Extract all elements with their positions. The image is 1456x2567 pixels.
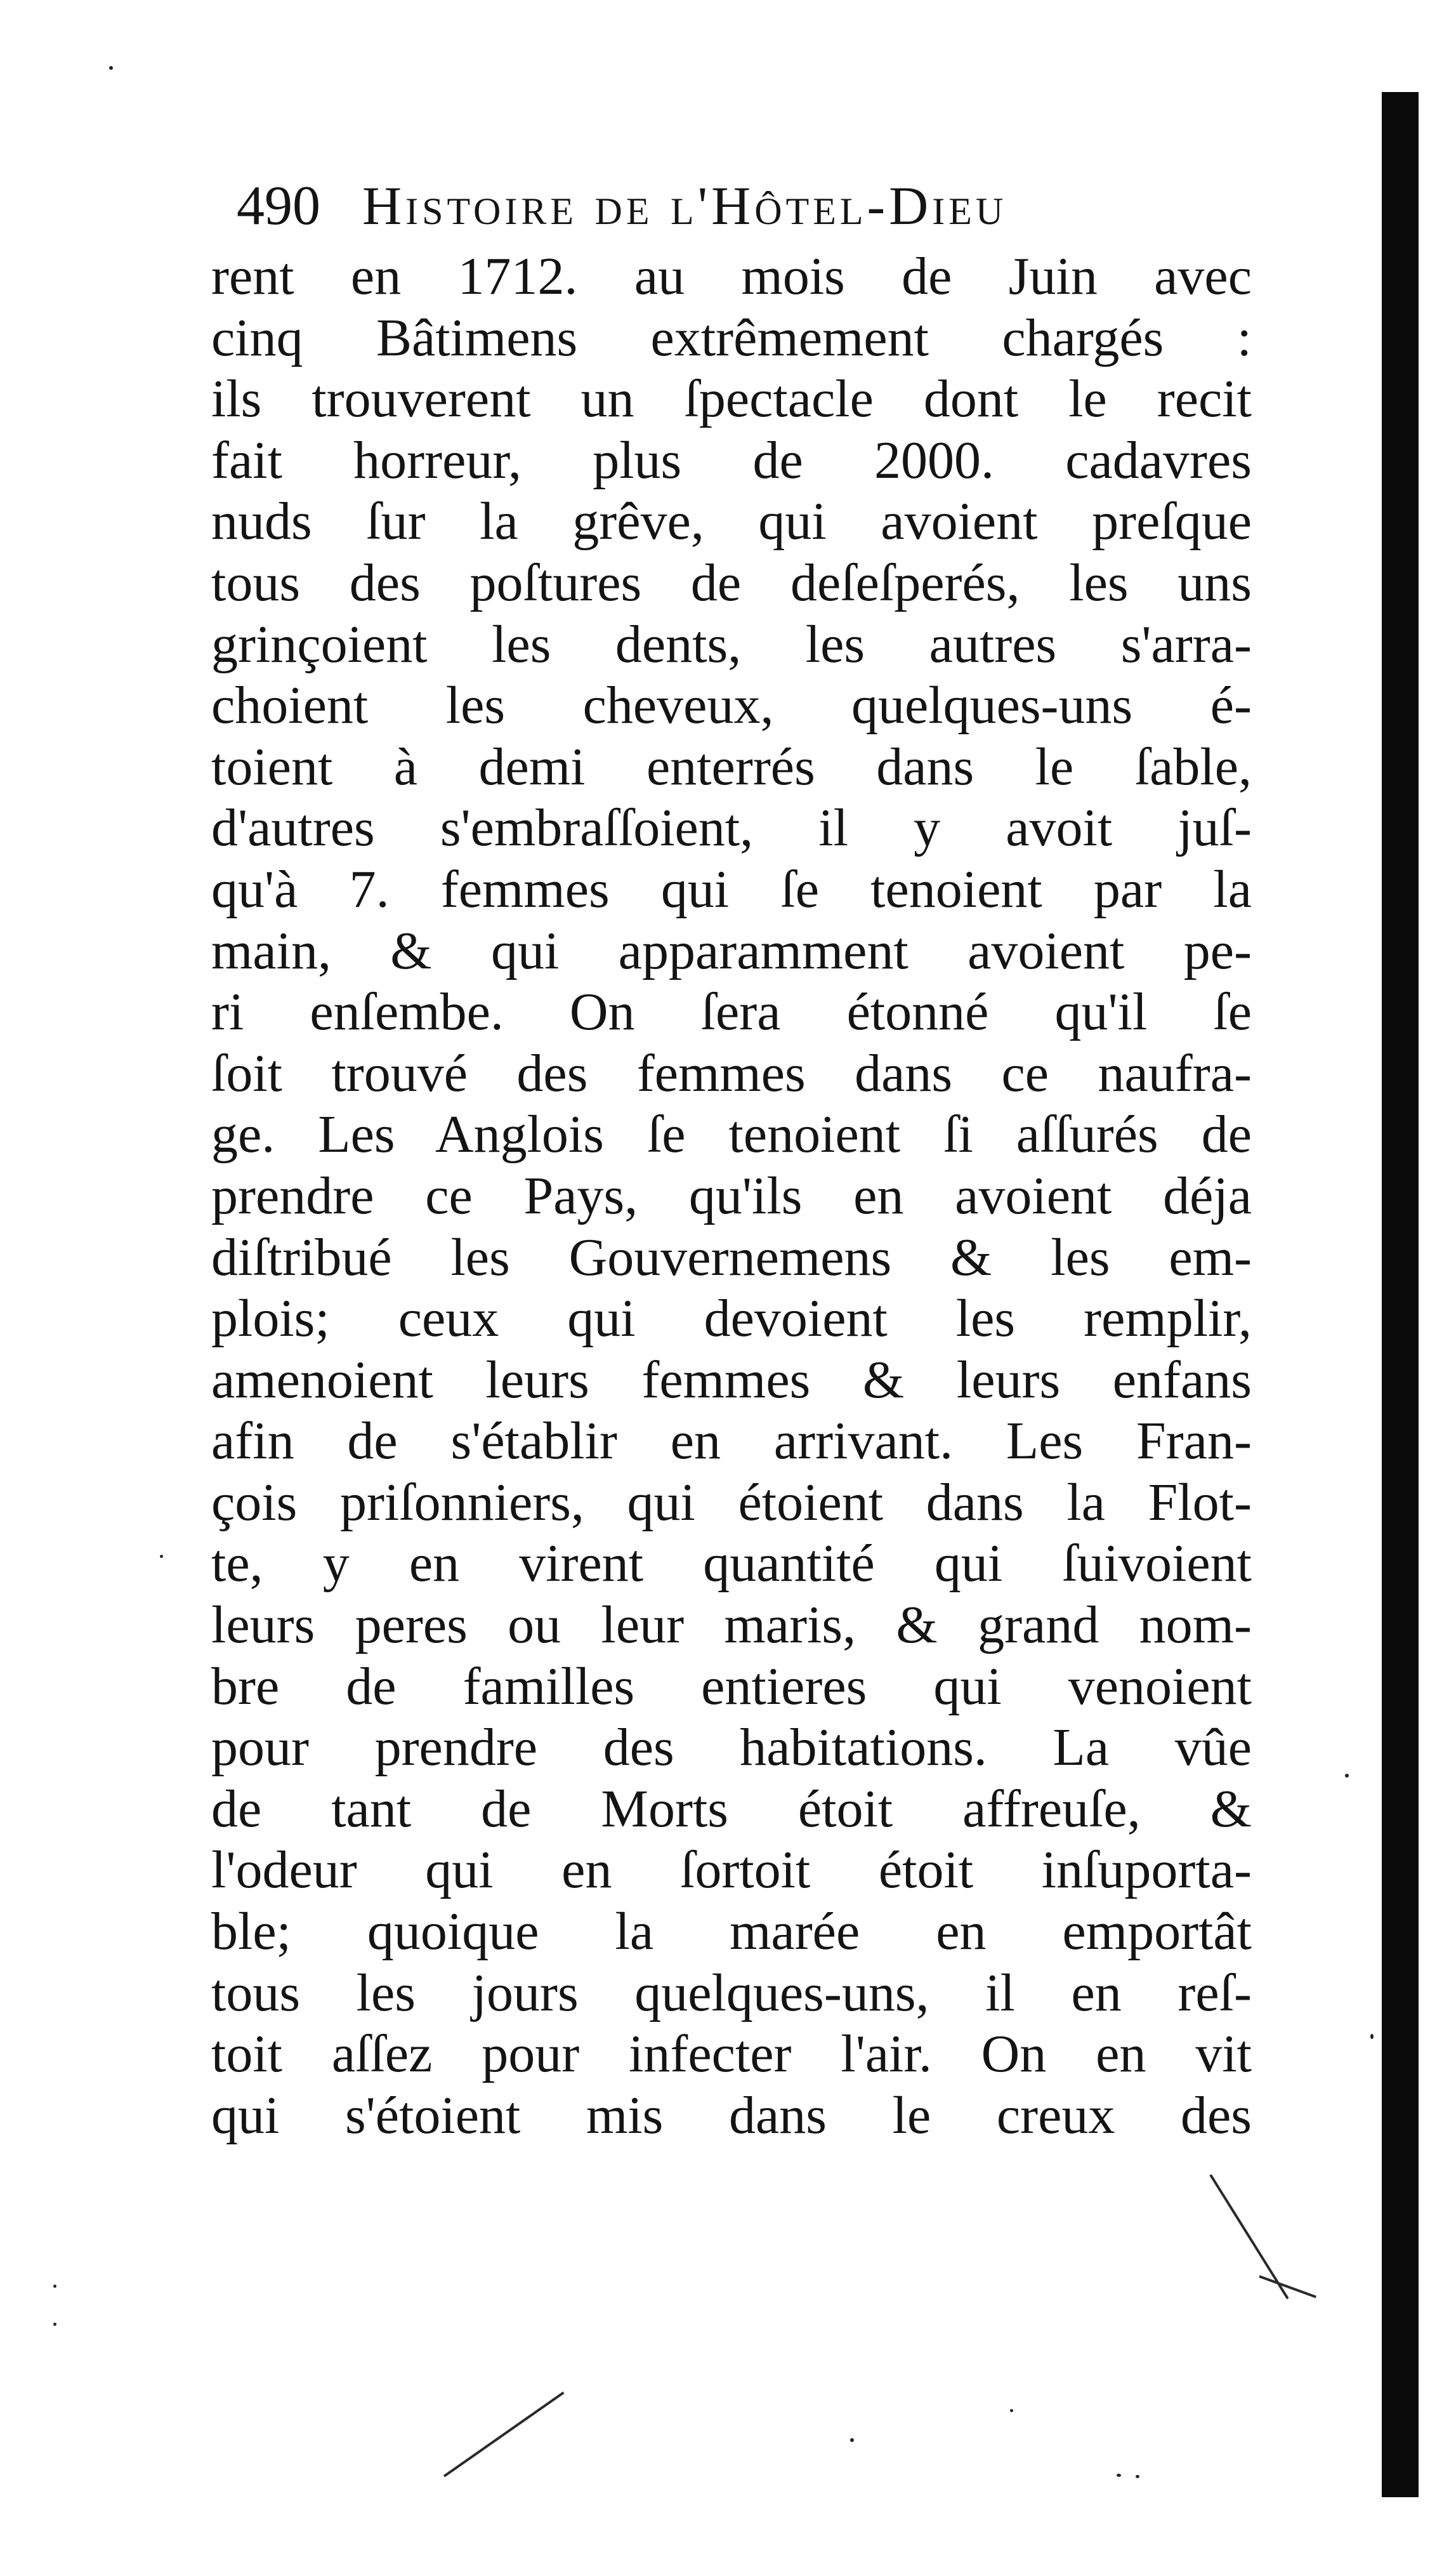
text-line: ge. Les Anglois ſe tenoient ſi aſſurés de: [211, 1105, 1252, 1165]
scan-speck: [53, 2323, 56, 2326]
scan-speck: [1345, 1774, 1349, 1778]
scan-speck: [109, 66, 113, 70]
text-line: bre de familles entieres qui venoient: [211, 1656, 1252, 1716]
scan-speck: [160, 1555, 163, 1558]
text-line: l'odeur qui en ſortoit étoit inſuporta-: [211, 1840, 1252, 1900]
text-line: prendre ce Pays, qu'ils en avoient déja: [211, 1166, 1252, 1225]
text-line: fait horreur, plus de 2000. cadavres: [211, 430, 1252, 490]
text-line: de tant de Morts étoit affreuſe, &: [211, 1779, 1252, 1838]
running-head: [237, 170, 1290, 241]
text-line: leurs peres ou leur maris, & grand nom-: [211, 1595, 1252, 1655]
text-line: rent en 1712. au mois de Juin avec: [211, 247, 1252, 306]
text-line: grinçoient les dents, les autres s'arra-: [211, 614, 1252, 674]
text-line: toit aſſez pour infecter l'air. On en vit: [211, 2024, 1252, 2084]
text-line: tous les jours quelques-uns, il en reſ-: [211, 1963, 1252, 2023]
text-line: ri enſembe. On ſera étonné qu'il ſe: [211, 982, 1252, 1042]
pen-stroke: [1259, 2275, 1316, 2298]
body-text: [211, 246, 1252, 2146]
scan-speck: [1010, 2409, 1013, 2412]
text-line: pour prendre des habitations. La vûe: [211, 1718, 1252, 1778]
text-line: çois priſonniers, qui étoient dans la Flot-: [211, 1472, 1252, 1532]
text-line: ble; quoique la marée en emportât: [211, 1902, 1252, 1962]
scan-speck: [1136, 2475, 1139, 2478]
text-line: amenoient leurs femmes & leurs enfans: [211, 1350, 1252, 1409]
text-line: te, y en virent quantité qui ſuivoient: [211, 1534, 1252, 1594]
text-line: ſoit trouvé des femmes dans ce naufra-: [211, 1043, 1252, 1103]
text-line: plois; ceux qui devoient les remplir,: [211, 1289, 1252, 1349]
text-line: qu'à 7. femmes qui ſe tenoient par la: [211, 859, 1252, 919]
scan-edge-bar: [1382, 92, 1419, 2497]
text-line: qui s'étoient mis dans le creux des: [211, 2085, 1252, 2145]
pen-stroke: [1209, 2174, 1289, 2299]
scan-speck: [850, 2438, 854, 2442]
scan-speck: [53, 2285, 56, 2288]
text-line: toient à demi enterrés dans le ſable,: [211, 737, 1252, 796]
text-line: choient les cheveux, quelques-uns é-: [211, 676, 1252, 736]
scan-speck: [1117, 2474, 1121, 2477]
text-line: afin de s'établir en arrivant. Les Fran-: [211, 1411, 1252, 1471]
scan-speck: [1370, 2034, 1374, 2039]
text-line: tous des poſtures de deſeſperés, les uns: [211, 553, 1252, 612]
page-number: 490: [237, 175, 320, 237]
pen-stroke: [443, 2391, 565, 2477]
text-line: diſtribué les Gouvernemens & les em-: [211, 1227, 1252, 1287]
text-line: main, & qui apparamment avoient pe-: [211, 921, 1252, 980]
text-line: cinq Bâtimens extrêmement chargés :: [211, 308, 1252, 367]
text-line: nuds ſur la grêve, qui avoient preſque: [211, 492, 1252, 551]
text-line: ils trouverent un ſpectacle dont le recit: [211, 369, 1252, 429]
text-line: d'autres s'embraſſoient, il y avoit juſ-: [211, 798, 1252, 858]
running-title: Histoire de l'Hôtel-Dieu: [362, 175, 1007, 236]
